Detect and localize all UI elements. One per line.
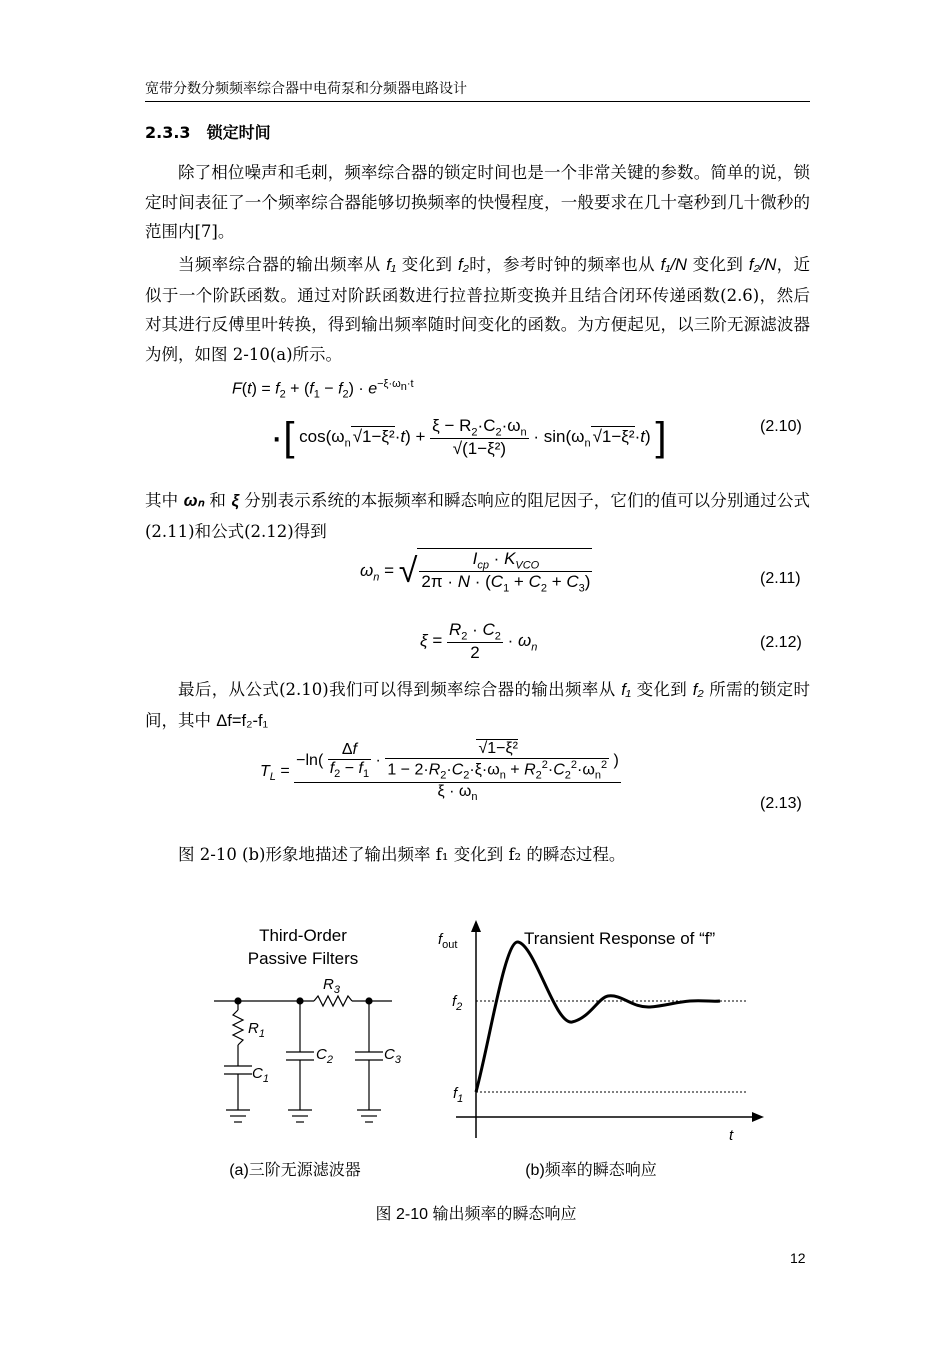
subcaption-b: (b)频率的瞬态响应 <box>525 1162 657 1179</box>
section-number: 2.3.3 <box>145 123 191 142</box>
page-number: 12 <box>790 1250 806 1266</box>
section-title: 锁定时间 <box>206 123 271 142</box>
equation-number-2-13: (2.13) <box>760 795 802 812</box>
paragraph-2: 当频率综合器的输出频率从 f₁ 变化到 f₂时，参考时钟的频率也从 f₁/N 变化到 f₂/N，近似于一个阶跃函数。通过对阶跃函数进行拉普拉斯变换并且结合闭环传递函数(2.6)，然后对其进行反傅里叶转换，得到输出频率随时间变化的函数。为方便起见，以三阶无源滤波器为例，如图 2-10(a)所示。 <box>145 255 811 364</box>
label-c3: $C_3$ <box>384 1046 401 1066</box>
equation-2-13: $T_L$ = −ln( $\frac{\Delta f}{f_2 - f_1}$ · $\frac{\text{√1−ξ²}}{1 - 2\cdot R_2\cdot C_2\cdot\xi\cdot\omega_n + R_2^2\cdot C_2^2\cdot\omega_n^2}$ ) $\xi \cdot \omega_n$ <box>260 740 619 803</box>
label-c2: $C_2$ <box>316 1046 333 1066</box>
label-r3: $R_3$ <box>323 976 340 996</box>
f1-level-label: $f_1$ <box>453 1085 464 1105</box>
equation-2-11: $\omega_n$ = √ $\frac{I_{cp} \cdot K_{VCO}}{2\pi \cdot N \cdot (C_1 + C_2 + C_3)}$ <box>360 549 591 595</box>
x-axis-label: t <box>729 1127 734 1144</box>
y-axis-label: $f_{out}$ <box>438 931 458 951</box>
equation-number-2-11: (2.11) <box>760 570 801 587</box>
filter-title-line1: Third-Order <box>259 926 347 945</box>
equation-2-12: ξ = $\frac{R_2 \cdot C_2}{2}$ · $\omega_n$ <box>420 620 538 663</box>
label-c1: $C_1$ <box>252 1065 269 1085</box>
paragraph-1: 除了相位噪声和毛刺，频率综合器的锁定时间也是一个非常关键的参数。简单的说，锁定时间表征了一个频率综合器能够切换频率的快慢程度，一般要求在几十毫秒到几十微秒的范围内[7]。 <box>145 163 810 241</box>
equation-number-2-10: (2.10) <box>760 418 802 435</box>
equation-2-10-line-2: ·[ $\cos(\omega_n$ √1−ξ²·t) + $\frac{\xi - R_2\cdot C_2\cdot\omega_n}{\text{√(1−ξ²)}}$ · $\sin(\omega_n$ √1−ξ²·t) ] <box>270 415 667 459</box>
paragraph-3: 其中 ωₙ 和 ξ 分别表示系统的本振频率和瞬态响应的阻尼因子，它们的值可以分别通过公式(2.11)和公式(2.12)得到 <box>145 491 811 541</box>
running-header: 宽带分数分频频率综合器中电荷泵和分频器电路设计 <box>145 81 467 97</box>
r1-resistor <box>233 1010 243 1045</box>
paragraph-4: 最后，从公式(2.10)我们可以得到频率综合器的输出频率从 f₁ 变化到 f₂ 所需的锁定时间，其中 Δf=f₂-f₁ <box>145 680 811 730</box>
filter-title-line2: Passive Filters <box>247 949 359 968</box>
r3-resistor <box>314 996 352 1006</box>
figure-caption: 图 2-10 输出频率的瞬态响应 <box>375 1206 577 1223</box>
f2-level-label: $f_2$ <box>452 993 463 1013</box>
transient-title: Transient Response of “f” <box>524 929 716 948</box>
subcaption-a: (a)三阶无源滤波器 <box>229 1162 361 1179</box>
paragraph-5: 图 2-10 (b)形象地描述了输出频率 f₁ 变化到 f₂ 的瞬态过程。 <box>178 845 626 864</box>
equation-2-10-line-1: $F(t) = f_2 + (f_1 - f_2) \cdot e^{-\xi\cdot\omega_n\cdot t}$ <box>232 378 414 401</box>
equation-number-2-12: (2.12) <box>760 634 802 651</box>
transient-curve <box>476 942 720 1092</box>
label-r1: $R_1$ <box>248 1020 265 1040</box>
